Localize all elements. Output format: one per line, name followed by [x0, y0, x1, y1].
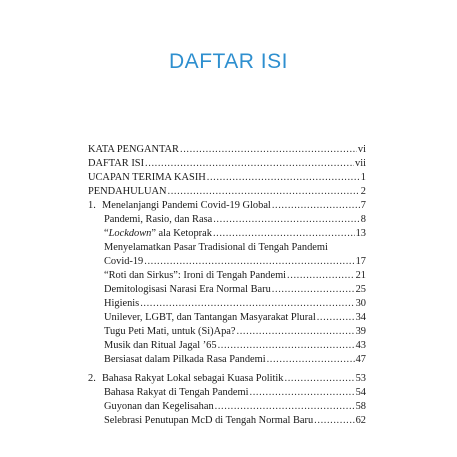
toc-section[interactable] [104, 269, 366, 282]
chapter-page: 53 [355, 373, 366, 384]
toc-entry-kata-pengantar[interactable] [88, 143, 366, 156]
dot-leader [145, 157, 354, 170]
section-page: 30 [355, 298, 366, 309]
toc-entry-page: 1 [360, 172, 366, 183]
section-page: 34 [355, 312, 366, 323]
toc-section[interactable] [104, 400, 366, 413]
chapter-number: 1. [88, 200, 96, 211]
chapter-number: 2. [88, 373, 96, 384]
chapter-title: Bahasa Rakyat Lokal sebagai Kuasa Politik [102, 373, 284, 384]
toc-entry-title: DAFTAR ISI [88, 158, 145, 169]
section-title[interactable]: Menyelamatkan Pasar Tradisional di Tengah Pandemi [104, 242, 328, 253]
toc-section[interactable] [104, 213, 366, 226]
section-title-line2: Covid-19 [104, 256, 144, 267]
dot-leader [317, 311, 355, 324]
section-title: Tugu Peti Mati, untuk (Si)Apa? [104, 326, 236, 337]
section-page: 8 [360, 214, 366, 225]
dot-leader [168, 185, 360, 198]
section-title-rest: ” ala Ketoprak [151, 228, 212, 239]
toc-entry-title: PENDAHULUAN [88, 186, 167, 197]
section-page: 17 [355, 256, 366, 267]
toc-section[interactable] [104, 255, 366, 268]
dot-leader [314, 414, 354, 427]
toc-entry-title: UCAPAN TERIMA KASIH [88, 172, 206, 183]
dot-leader [285, 372, 355, 385]
dot-leader [180, 143, 357, 156]
section-page: 13 [355, 228, 366, 239]
section-title [104, 227, 212, 240]
section-page: 25 [355, 284, 366, 295]
toc-entry-daftar-isi[interactable] [88, 157, 366, 170]
section-page: 47 [355, 354, 366, 365]
toc-section[interactable] [104, 283, 366, 296]
toc-entry-pendahuluan[interactable] [88, 185, 366, 198]
section-title-italic: Lockdown [108, 228, 152, 239]
dot-leader [215, 400, 355, 413]
toc-section[interactable] [104, 353, 366, 366]
toc-section[interactable] [104, 297, 366, 310]
section-title: “Roti dan Sirkus”: Ironi di Tengah Pandemi [104, 270, 287, 281]
dot-leader [213, 227, 355, 240]
dot-leader [250, 386, 355, 399]
toc-section[interactable] [104, 339, 366, 352]
section-title: Musik dan Ritual Jagal ’65 [104, 340, 217, 351]
section-title: Demitologisasi Narasi Era Normal Baru [104, 284, 271, 295]
dot-leader [272, 283, 355, 296]
dot-leader [237, 325, 355, 338]
toc-section[interactable] [104, 414, 366, 427]
chapter-title: Menelanjangi Pandemi Covid-19 Global [102, 200, 271, 211]
section-page: 54 [355, 387, 366, 398]
section-page: 43 [355, 340, 366, 351]
section-page: 21 [355, 270, 366, 281]
section-title: Guyonan dan Kegelisahan [104, 401, 214, 412]
section-page: 62 [355, 415, 366, 426]
toc-section[interactable] [104, 386, 366, 399]
quote-open: “ [104, 228, 109, 239]
toc-entry-page: vi [357, 144, 366, 155]
toc-chapter-2[interactable] [88, 372, 366, 385]
dot-leader [267, 353, 355, 366]
dot-leader [272, 199, 360, 212]
toc-entry-page: 2 [360, 186, 366, 197]
dot-leader [140, 297, 354, 310]
toc-chapter-1[interactable] [88, 199, 366, 212]
toc-entry-ucapan-terima-kasih[interactable] [88, 171, 366, 184]
section-title: Selebrasi Penutupan McD di Tengah Normal Baru [104, 415, 314, 426]
toc-entry-title: KATA PENGANTAR [88, 144, 179, 155]
dot-leader [218, 339, 355, 352]
dot-leader [207, 171, 360, 184]
section-page: 39 [355, 326, 366, 337]
section-title: Pandemi, Rasio, dan Rasa [104, 214, 213, 225]
chapter-page: 7 [360, 200, 366, 211]
section-title: Higienis [104, 298, 140, 309]
section-title: Unilever, LGBT, dan Tantangan Masyarakat Plural [104, 312, 316, 323]
toc-section[interactable] [104, 325, 366, 338]
toc-section[interactable] [104, 227, 366, 240]
toc-entry-page: vii [355, 158, 366, 169]
dot-leader [144, 255, 354, 268]
dot-leader [287, 269, 355, 282]
section-title: Bahasa Rakyat di Tengah Pandemi [104, 387, 249, 398]
dot-leader [213, 213, 360, 226]
toc-section[interactable] [104, 311, 366, 324]
page-heading: DAFTAR ISI [169, 50, 288, 73]
section-title: Bersiasat dalam Pilkada Rasa Pandemi [104, 354, 266, 365]
section-page: 58 [355, 401, 366, 412]
